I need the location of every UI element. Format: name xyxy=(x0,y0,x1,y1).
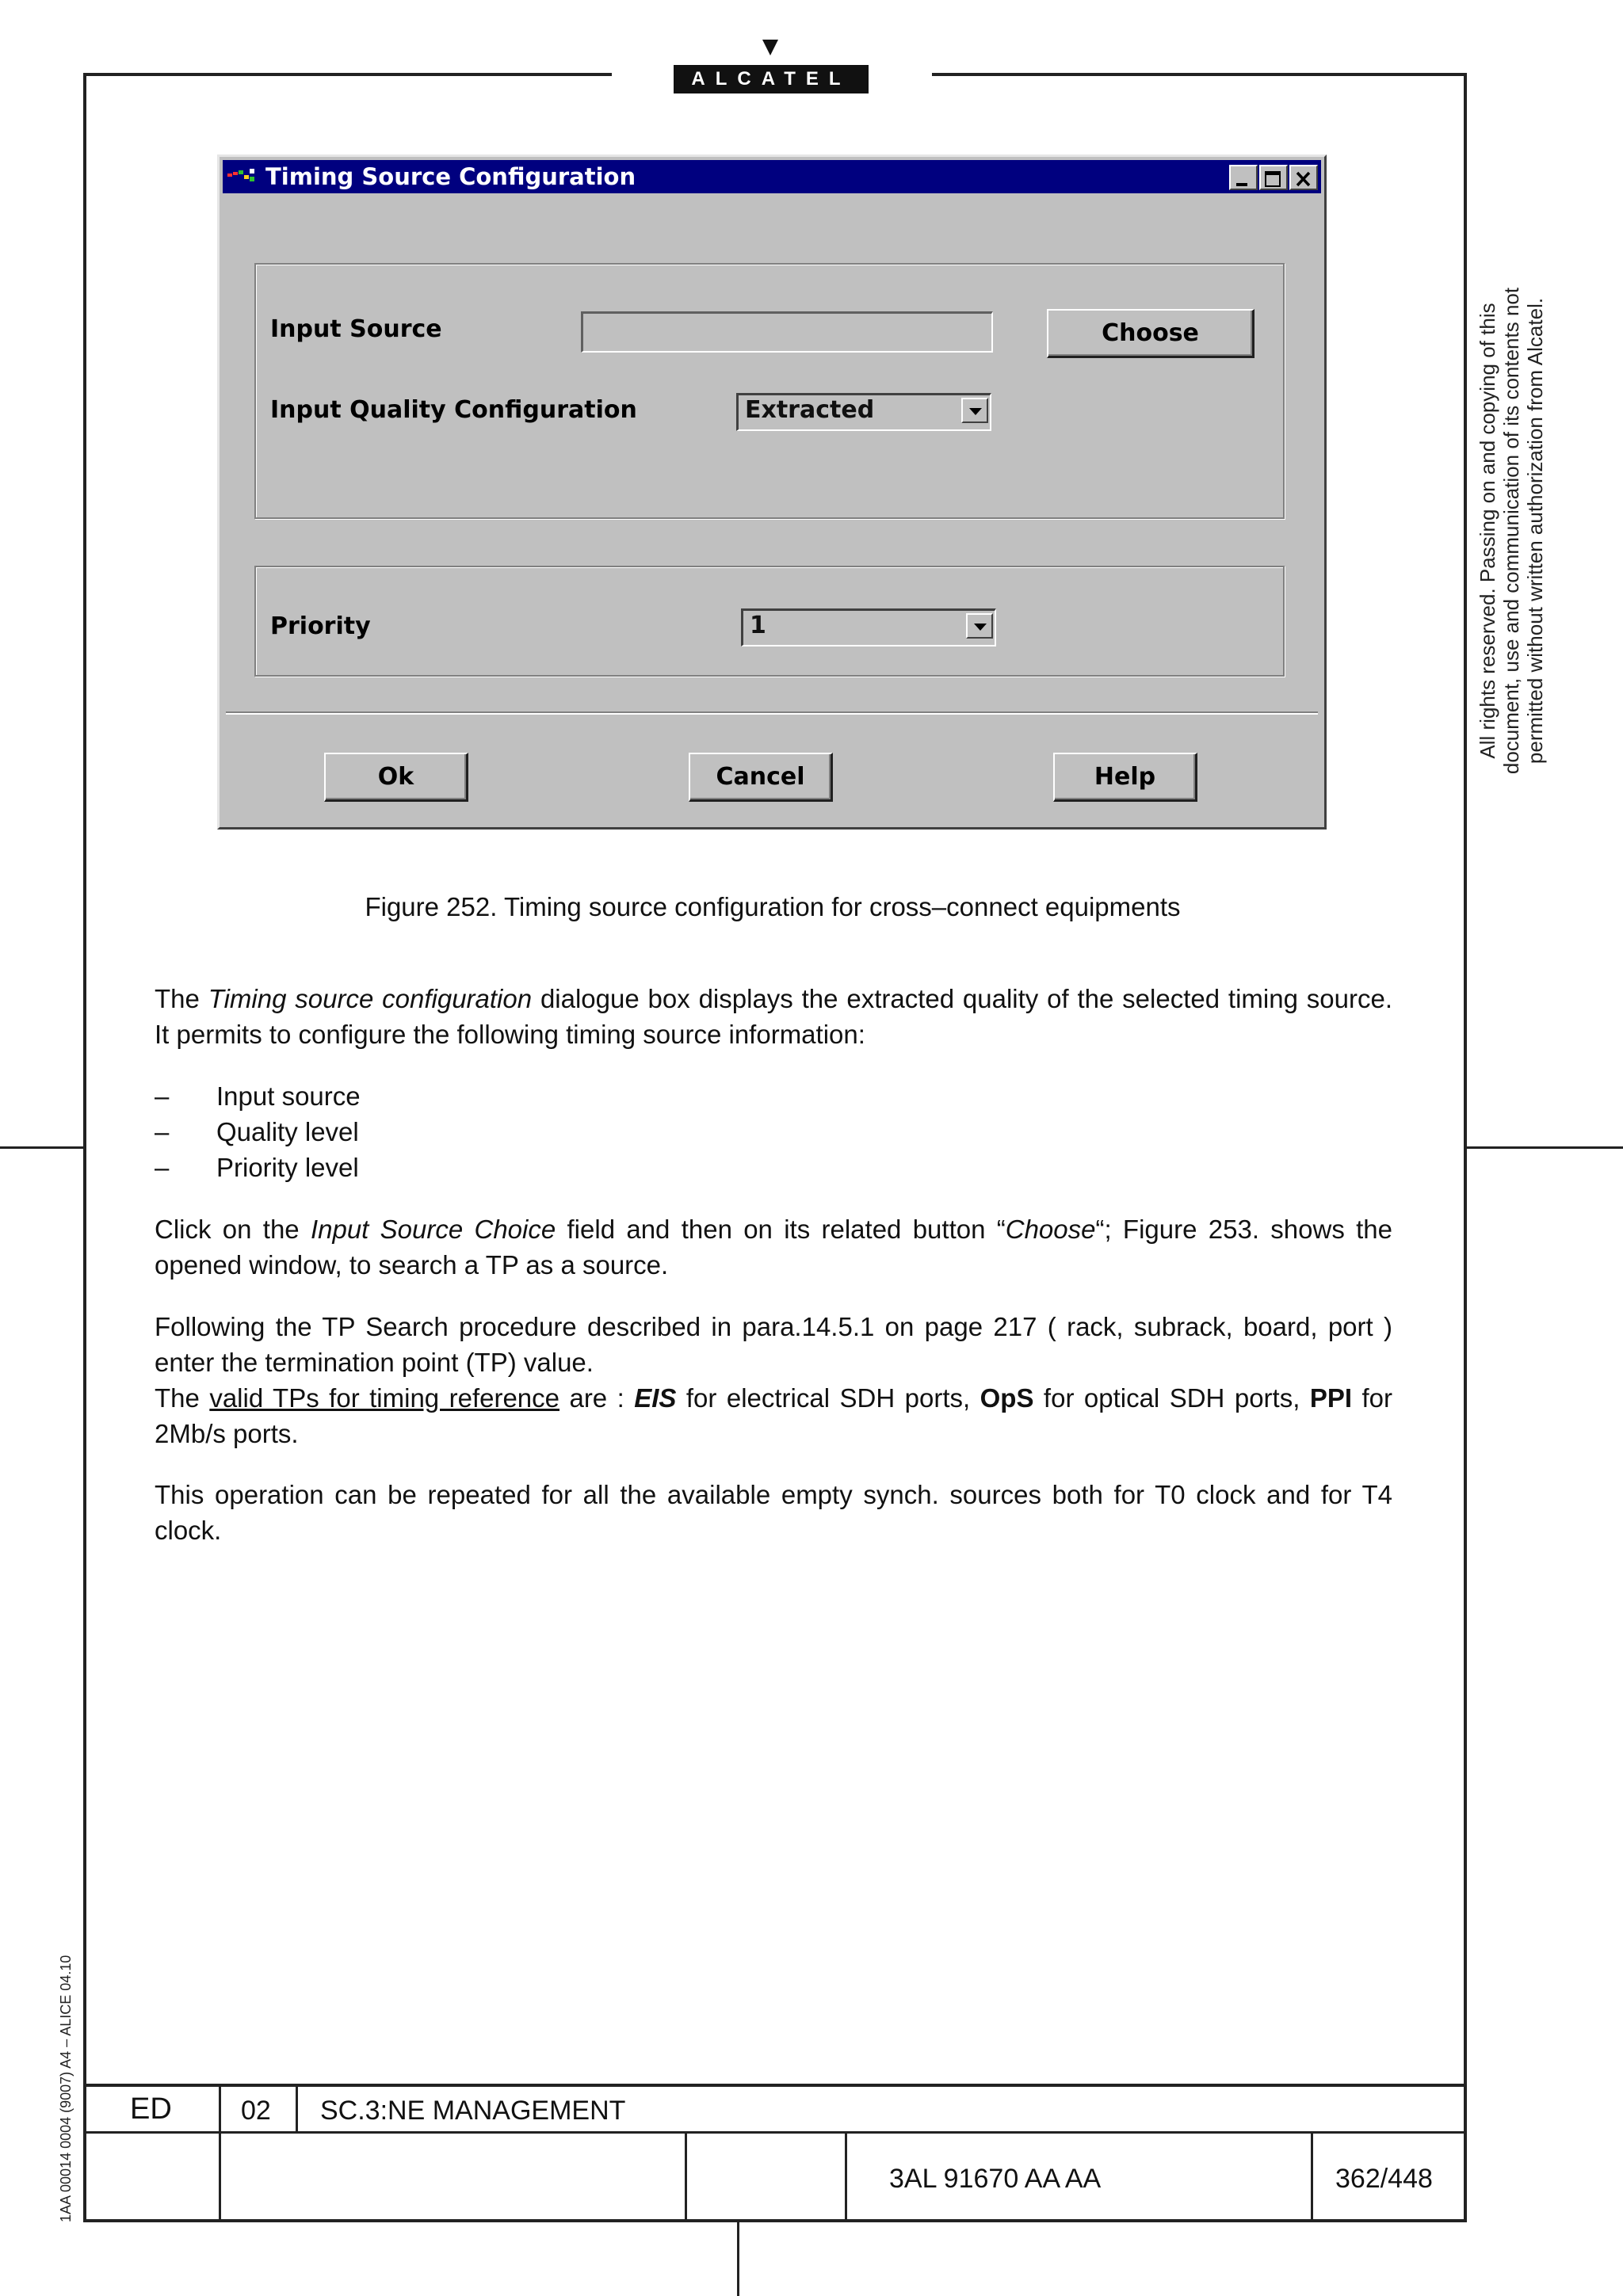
frame-bottom xyxy=(83,2219,1467,2222)
footer-col-2 xyxy=(296,2084,298,2133)
footer-section: SC.3:NE MANAGEMENT xyxy=(320,2096,626,2126)
footer-doc-code: 3AL 91670 AA AA xyxy=(889,2164,1102,2194)
tp-text-ppi: PPI xyxy=(1309,1383,1353,1413)
footer-top-line xyxy=(83,2084,1467,2087)
tp-search-paragraph xyxy=(155,1309,1392,1451)
priority-label: Priority xyxy=(270,612,371,640)
tp-text-underlined: valid TPs for timing reference xyxy=(209,1383,560,1413)
priority-value: 1 xyxy=(750,612,766,639)
priority-select[interactable] xyxy=(741,608,996,646)
logo-triangle-icon xyxy=(762,40,778,55)
dialog-titlebar[interactable] xyxy=(223,160,1321,193)
margin-mark-right xyxy=(1467,1146,1623,1149)
footer-mid-line xyxy=(83,2131,1467,2134)
frame-left xyxy=(83,73,86,2222)
frame-top-left xyxy=(83,73,612,76)
click-text-c: “; Figure 253. shows the opened window, to search a TP as a source. xyxy=(155,1215,1392,1280)
margin-mark-bottom xyxy=(737,2222,739,2296)
quality-dropdown-icon[interactable] xyxy=(961,398,988,423)
tp-text-a: The xyxy=(155,1383,210,1413)
app-icon xyxy=(227,167,259,186)
click-text-a: Click on the xyxy=(155,1215,311,1244)
maximize-button[interactable] xyxy=(1259,165,1288,190)
footer-ed-label: ED xyxy=(130,2092,172,2126)
copyright-notice: All rights reserved. Passing on and copying of this document, use and communication of its contents not permitted without written authorization from Alcatel. xyxy=(1476,287,1547,775)
quality-select[interactable] xyxy=(736,393,991,431)
dialog-title: Timing Source Configuration xyxy=(265,163,636,190)
intro-text-b: dialogue box displays the extracted quality of the selected timing source. It permits to configure the following timing source information: xyxy=(155,984,1392,1049)
footer-col-1 xyxy=(219,2084,221,2222)
maximize-icon xyxy=(1261,169,1286,191)
close-button[interactable] xyxy=(1289,165,1318,190)
bullet-dash: – xyxy=(155,1117,170,1146)
choose-button[interactable]: Choose xyxy=(1047,309,1254,358)
repeat-paragraph: This operation can be repeated for all the available empty synch. sources both for T0 clock and for T4 clock. xyxy=(155,1480,1392,1545)
tp-text-ops: OpS xyxy=(980,1383,1034,1413)
intro-text-em: Timing source configuration xyxy=(208,984,533,1013)
bullet-text: Quality level xyxy=(216,1117,359,1146)
footer-col-4 xyxy=(845,2131,847,2222)
cancel-button[interactable]: Cancel xyxy=(689,753,833,802)
dialog-separator xyxy=(226,711,1318,715)
tp-text-e: for 2Mb/s ports. xyxy=(155,1383,1392,1448)
click-text-em2: Choose xyxy=(1005,1215,1096,1244)
quality-value: Extracted xyxy=(745,396,875,424)
click-text-em1: Input Source Choice xyxy=(310,1215,556,1244)
tp-search-line: Following the TP Search procedure described in para.14.5.1 on page 217 ( rack, subrack, board, port ) enter the termination point (TP) value. xyxy=(155,1312,1392,1377)
quality-label: Input Quality Configuration xyxy=(270,396,637,424)
timing-source-dialog xyxy=(217,154,1327,830)
priority-dropdown-icon[interactable] xyxy=(966,613,993,639)
click-paragraph xyxy=(155,1211,1392,1283)
bullet-text: Priority level xyxy=(216,1153,359,1182)
intro-paragraph xyxy=(155,981,1392,1052)
input-source-label: Input Source xyxy=(270,315,442,343)
ok-button[interactable]: Ok xyxy=(324,753,468,802)
bullet-text: Input source xyxy=(216,1081,361,1111)
figure-caption: Figure 252. Timing source configuration for cross–connect equipments xyxy=(365,892,1181,921)
tp-text-d: for optical SDH ports, xyxy=(1033,1383,1310,1413)
help-button[interactable]: Help xyxy=(1053,753,1197,802)
input-source-field[interactable] xyxy=(581,311,993,353)
source-groupbox xyxy=(254,263,1285,519)
footer-col-5 xyxy=(1311,2131,1313,2222)
valid-tp-line xyxy=(155,1380,1392,1451)
footer-page-number: 362/448 xyxy=(1335,2164,1433,2194)
bullet-dash: – xyxy=(155,1081,170,1111)
bullet-dash: – xyxy=(155,1153,170,1182)
footer-col-3 xyxy=(685,2131,687,2222)
close-icon xyxy=(1291,169,1316,191)
footer-ed-value: 02 xyxy=(241,2096,271,2126)
alcatel-logo: ALCATEL xyxy=(674,65,869,93)
tp-text-b: are : xyxy=(559,1383,635,1413)
minimize-button[interactable] xyxy=(1229,165,1258,190)
click-text-b: field and then on its related button “ xyxy=(556,1215,1006,1244)
minimize-icon xyxy=(1231,169,1256,191)
frame-top-right xyxy=(932,73,1467,76)
tp-text-eis: EIS xyxy=(634,1383,677,1413)
form-code: 1AA 00014 0004 (9007) A4 – ALICE 04.10 xyxy=(58,1955,74,2222)
margin-mark-left xyxy=(0,1146,83,1149)
intro-text-a: The xyxy=(155,984,208,1013)
tp-text-c: for electrical SDH ports, xyxy=(676,1383,980,1413)
